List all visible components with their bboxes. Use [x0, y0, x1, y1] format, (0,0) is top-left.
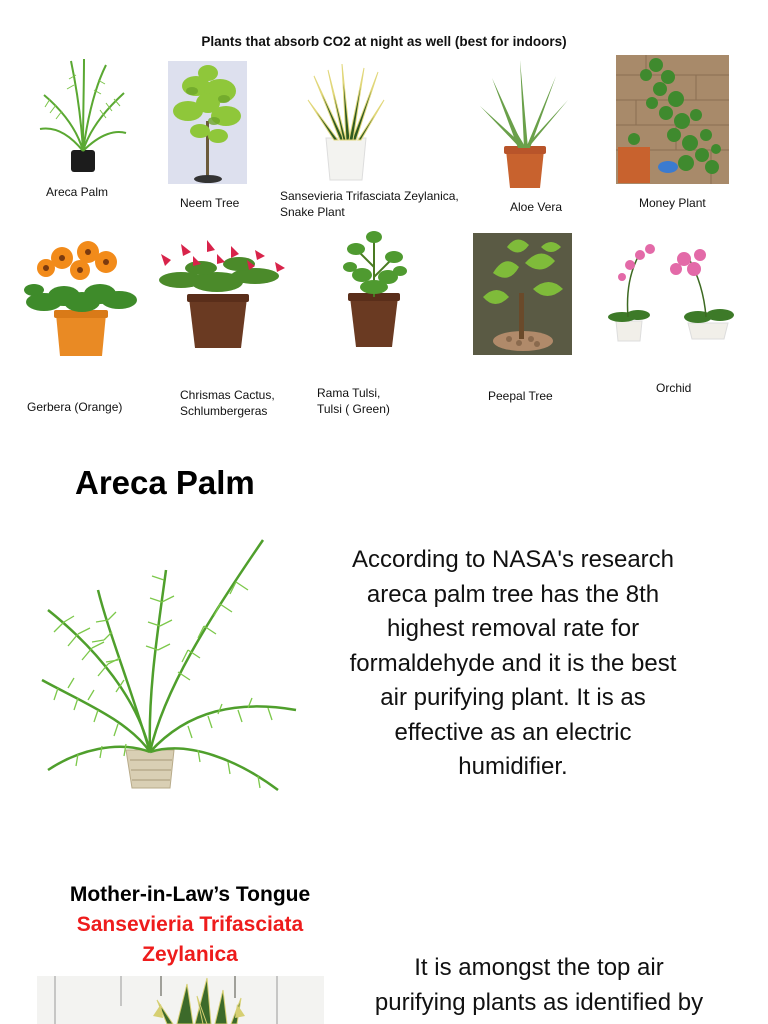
areca-section-heading: Areca Palm [75, 464, 255, 501]
areca-body-line-1: According to NASA's research [351, 546, 675, 573]
caption-tulsi [317, 385, 390, 417]
areca-palm-large-image [38, 530, 300, 810]
peepal-tree-image [473, 233, 572, 355]
christmas-cactus-image [151, 234, 289, 352]
caption-money-plant: Money Plant [639, 196, 706, 210]
snake-section-body [344, 951, 734, 1020]
caption-orchid: Orchid [656, 381, 692, 395]
caption-peepal-tree: Peepal Tree [488, 389, 553, 403]
areca-body-line-4: formaldehyde and it is the best [349, 649, 677, 677]
areca-section-body [322, 543, 704, 785]
caption-snake-plant [280, 188, 459, 220]
tulsi-image [330, 227, 418, 351]
caption-christmas-cactus [180, 387, 275, 419]
caption-christmas-cactus-line2: Schlumbergeras [180, 404, 268, 418]
snake-plant-image [306, 60, 386, 184]
snake-plant-large-image [37, 976, 324, 1024]
areca-palm-image [36, 55, 128, 177]
caption-neem-tree: Neem Tree [180, 196, 240, 210]
aloe-vera-image [478, 58, 570, 190]
snake-body-line-1: It is amongst the top air [414, 954, 664, 981]
orchid-image [600, 241, 740, 346]
caption-areca-palm: Areca Palm [46, 185, 109, 199]
snake-latin-name-line1: Sansevieria Trifasciata [76, 913, 304, 936]
areca-body-line-5: air purifying plant. It is as [380, 684, 646, 711]
caption-gerbera: Gerbera (Orange) [27, 400, 123, 414]
caption-snake-plant-line1: Sansevieria Trifasciata Zeylanica, [280, 189, 459, 203]
money-plant-image [616, 55, 729, 184]
areca-body-line-6: effective as an electric [394, 718, 632, 746]
snake-latin-name-line2: Zeylanica [142, 943, 238, 966]
gerbera-image [24, 240, 139, 358]
snake-section-heading [40, 880, 340, 970]
caption-snake-plant-line2: Snake Plant [280, 205, 345, 219]
areca-body-line-2: areca palm tree has the 8th [366, 580, 660, 608]
page-title: Plants that absorb CO2 at night as well (best for indoors) [201, 34, 567, 49]
areca-body-line-3: highest removal rate for [386, 615, 640, 642]
caption-tulsi-line2: Tulsi ( Green) [317, 402, 390, 416]
neem-tree-image [168, 61, 247, 184]
snake-body-line-2: purifying plants as identified by [374, 988, 704, 1016]
areca-body-line-7: humidifier. [458, 753, 568, 780]
caption-christmas-cactus-line1: Chrismas Cactus, [180, 388, 275, 402]
caption-aloe-vera: Aloe Vera [510, 200, 563, 214]
caption-tulsi-line1: Rama Tulsi, [317, 386, 381, 400]
snake-common-name: Mother-in-Law’s Tongue [69, 883, 311, 906]
